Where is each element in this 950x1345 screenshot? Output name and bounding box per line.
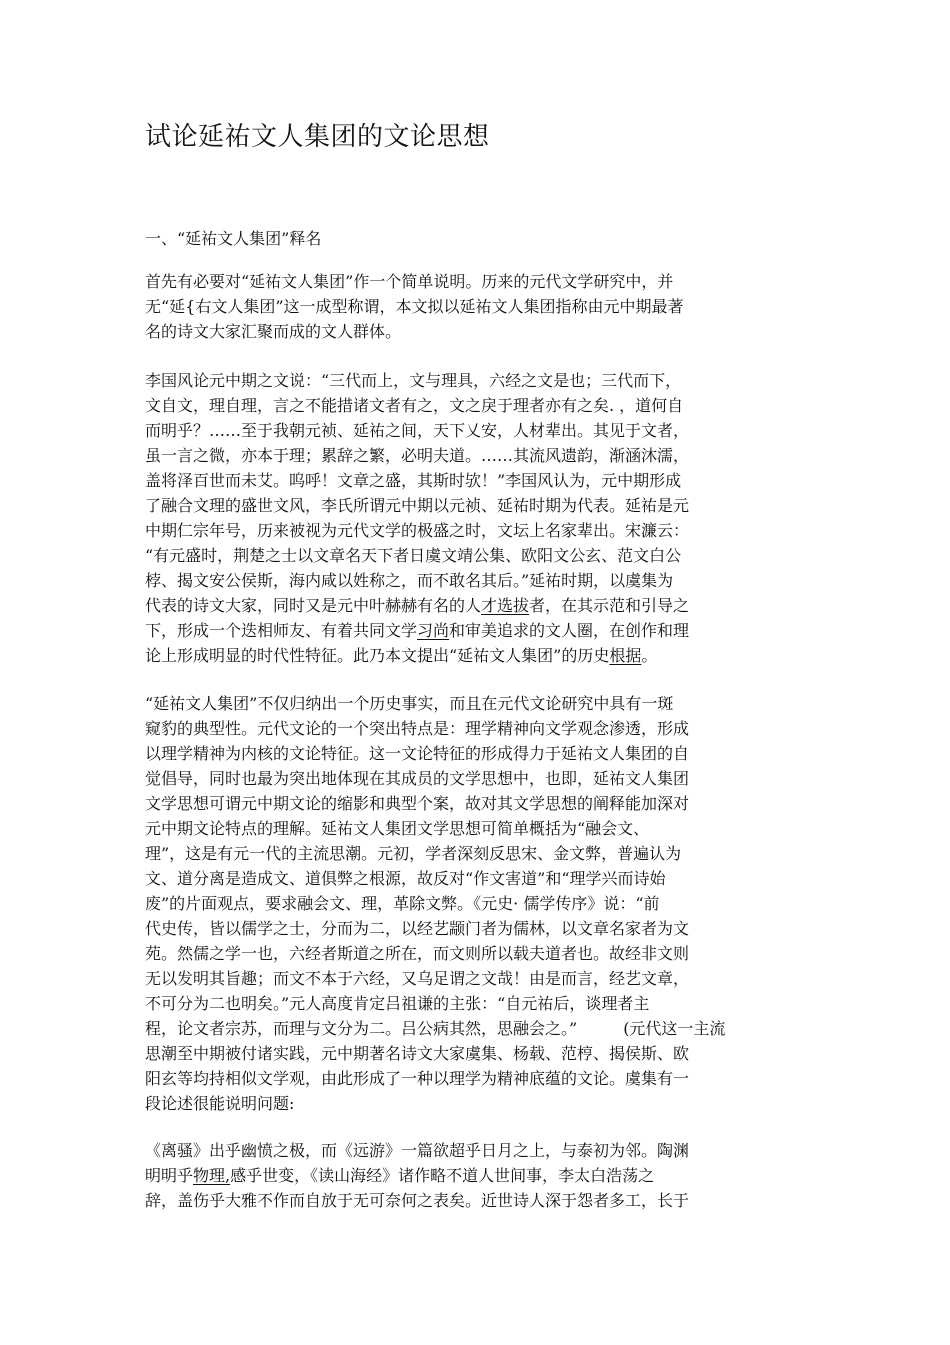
- paragraph-2-line: 了融合文理的盛世文风，李氏所谓元中期以元祯、延祐时期为代表。延祐是元: [145, 496, 690, 515]
- paragraph-1-line: 名的诗文大家汇聚而成的文人群体。: [145, 322, 402, 341]
- paragraph-3-line: 窥豹的典型性。元代文论的一个突出特点是：理学精神向文学观念渗透，形成: [145, 719, 690, 738]
- paragraph-3-line: 代史传，皆以儒学之士，分而为二，以经艺颛门者为儒林，以文章名家者为文: [145, 919, 690, 938]
- paragraph-2-line: 中期仁宗年号，历来被视为元代文学的极盛之时，文坛上名家辈出。宋濂云：: [145, 521, 690, 540]
- paragraph-2-line: 盖将泽百世而未艾。呜呼！文章之盛，其斯时欤！”李国风认为，元中期形成: [145, 471, 682, 490]
- paragraph-2-line: 桲、揭文安公侯斯，海内咸以姓称之，而不敢名其后。”延祐时期，以虞集为: [145, 571, 674, 590]
- text-run: 论上形成明显的时代性特征。此乃本文提出“延祐文人集团”的历史: [145, 646, 610, 665]
- paragraph-3-line: “延祐文人集团”不仅归纳出一个历史事实，而且在元代文论研究中具有一斑: [145, 694, 674, 713]
- paragraph-3-line: 阳玄等均持相似文学观，由此形成了一种以理学为精神底蕴的文论。虞集有一: [145, 1069, 690, 1088]
- paragraph-4-line: 《离骚》出乎幽愤之极，而《远游》一篇欲超乎日月之上，与泰初为邻。陶渊: [145, 1141, 690, 1160]
- document-title: 试论延祐文人集团的文论思想: [145, 122, 490, 152]
- text-run: 。: [641, 646, 658, 665]
- paragraph-2-line: 文自文，理自理，言之不能措诸文者有之，文之戾于理者亦有之矣. ，道何自: [145, 396, 684, 415]
- paragraph-3-line: 文、道分离是造成文、道俱弊之根源，故反对“作文害道”和“理学兴而诗始: [145, 869, 666, 888]
- paragraph-3-line: 觉倡导，同时也最为突出地体现在其成员的文学思想中，也即，延祐文人集团: [145, 769, 690, 788]
- paragraph-3-line: 废”的片面观点，要求融会文、理，革除文弊。《元史· 儒学传序》说：“前: [145, 894, 660, 913]
- paragraph-1-line: 首先有必要对“延祐文人集团”作一个简单说明。历来的元代文学研究中，并: [145, 272, 674, 291]
- underlined-term: 才选拔: [481, 596, 530, 615]
- paragraph-2-line: 虽一言之微，亦本于理；累辞之繁，必明夫道。……其流风遗韵，渐涵沐濡，: [145, 446, 690, 465]
- paragraph-2-line: 李国风论元中期之文说：“三代而上，文与理具，六经之文是也；三代而下，: [145, 371, 682, 390]
- paragraph-3-line: 以理学精神为内核的文论特征。这一文论特征的形成得力于延祐文人集团的自: [145, 744, 690, 763]
- paragraph-2-line: [145, 620, 689, 642]
- underlined-term: 习尚: [417, 621, 450, 640]
- paragraph-3-line: 不可分为二也明矣。”元人高度肯定吕祖谦的主张：“自元祐后，谈理者主: [145, 994, 650, 1013]
- text-run: (元代这一主流: [623, 1019, 726, 1038]
- paragraph-2-line: [145, 595, 689, 617]
- paragraph-3-line: 思潮至中期被付诸实践，元中期著名诗文大家虞集、杨载、范梈、揭侯斯、欧: [145, 1044, 690, 1063]
- text-run: 代表的诗文大家，同时又是元中叶赫赫有名的人: [145, 596, 482, 615]
- paragraph-2-line: “有元盛时，荆楚之士以文章名天下者日虞文靖公集、欧阳文公玄、范文白公: [145, 546, 682, 565]
- paragraph-2-line: 而明乎？……至于我朝元祯、延祐之间，天下乂安，人材辈出。其见于文者，: [145, 421, 690, 440]
- paragraph-4-line: 辞，盖伤乎大雅不作而自放于无可奈何之表矣。近世诗人深于怨者多工，长于: [145, 1191, 690, 1210]
- underlined-term: 物理,: [193, 1166, 231, 1185]
- paragraph-3-line: 无以发明其旨趣；而文不本于六经，又乌足谓之文哉！由是而言，经艺文章，: [145, 969, 690, 988]
- paragraph-3-line: 元中期文论特点的理解。延祐文人集团文学思想可简单概括为“融会文、: [145, 819, 650, 838]
- text-run: 下，形成一个迭相师友、有着共同文学: [145, 621, 418, 640]
- text-run: 感乎世变，《读山海经》诸作略不道人世间事，李太白浩荡之: [230, 1166, 655, 1185]
- paragraph-3-line: 段论述很能说明问题:: [145, 1094, 295, 1113]
- paragraph-3-line: 理”，这是有元一代的主流思潮。元初，学者深刻反思宋、金文弊，普遍认为: [145, 844, 682, 863]
- paragraph-1-line: 无“延{右文人集团”这一成型称谓，本文拟以延祐文人集团指称由元中期最著: [145, 297, 684, 316]
- paragraph-4-line: [145, 1165, 654, 1187]
- paragraph-2-line: [145, 645, 657, 667]
- text-run: 明明乎: [145, 1166, 194, 1185]
- paragraph-3-line: 苑。然儒之学一也，六经者斯道之所在，而文则所以载夫道者也。故经非文则: [145, 944, 690, 963]
- paragraph-3-line: 文学思想可谓元中期文论的缩影和典型个案，故对其文学思想的阐释能加深对: [145, 794, 690, 813]
- text-run: 程，论文者宗苏，而理与文分为二。吕公病其然，思融会之。”: [145, 1019, 578, 1038]
- text-run: 和审美追求的文人圈，在创作和理: [449, 621, 690, 640]
- underlined-term: 根据: [609, 646, 642, 665]
- paragraph-3-line: [145, 1018, 725, 1040]
- section-heading: 一、“延祐文人集团”释名: [145, 229, 322, 248]
- text-run: 者，在其示范和引导之: [529, 596, 690, 615]
